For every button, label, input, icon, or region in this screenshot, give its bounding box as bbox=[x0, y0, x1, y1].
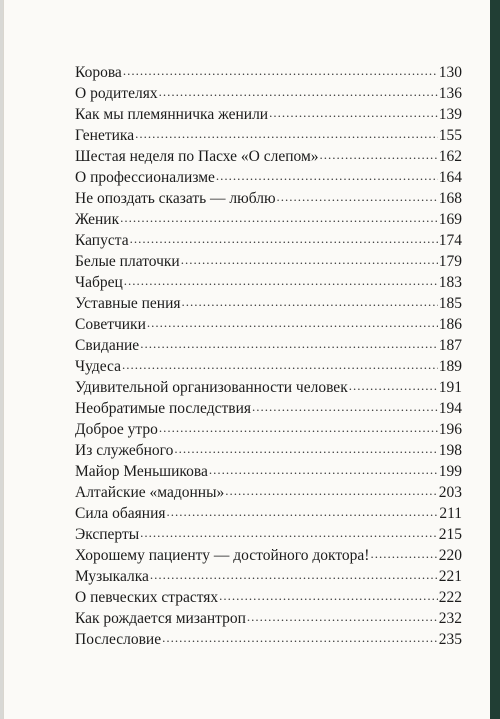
table-of-contents bbox=[75, 61, 462, 649]
toc-entry-page: 191 bbox=[438, 378, 462, 396]
toc-entry-title: Капуста bbox=[75, 231, 129, 249]
toc-entry-title: Доброе утро bbox=[75, 420, 158, 438]
dot-leader bbox=[140, 523, 438, 539]
toc-entry-title: Алтайские «мадонны» bbox=[75, 483, 225, 501]
toc-entry-page: 136 bbox=[438, 84, 462, 102]
toc-entry-title: Свидание bbox=[75, 336, 140, 354]
dot-leader bbox=[269, 103, 438, 119]
toc-entry-title: Послесловие bbox=[75, 630, 162, 648]
book-page bbox=[3, 0, 491, 719]
toc-entry-title: Музыкалка bbox=[75, 567, 149, 585]
toc-entry bbox=[75, 208, 462, 229]
dot-leader bbox=[349, 376, 438, 392]
dot-leader bbox=[252, 397, 438, 413]
toc-entry-page: 199 bbox=[438, 462, 462, 480]
dot-leader bbox=[159, 82, 438, 98]
toc-entry bbox=[75, 82, 462, 103]
toc-entry bbox=[75, 103, 462, 124]
dot-leader bbox=[123, 61, 438, 77]
dot-leader bbox=[167, 502, 439, 518]
dot-leader bbox=[120, 208, 438, 224]
toc-entry-title: О певческих страстях bbox=[75, 588, 219, 606]
dot-leader bbox=[277, 187, 438, 203]
toc-entry-title: Майор Меньшикова bbox=[75, 462, 208, 480]
toc-entry-title: Корова bbox=[75, 63, 122, 81]
toc-entry bbox=[75, 376, 462, 397]
toc-entry bbox=[75, 61, 462, 82]
toc-entry-page: 198 bbox=[438, 441, 462, 459]
toc-entry-title: Чабрец bbox=[75, 273, 123, 291]
dot-leader bbox=[219, 586, 438, 602]
dot-leader bbox=[181, 250, 438, 266]
toc-entry-page: 139 bbox=[438, 105, 462, 123]
toc-entry-page: 130 bbox=[438, 63, 462, 81]
dot-leader bbox=[182, 292, 438, 308]
toc-entry-title: Хорошему пациенту — достойного доктора! bbox=[75, 546, 370, 564]
dot-leader bbox=[174, 439, 437, 455]
dot-leader bbox=[135, 124, 438, 140]
toc-entry bbox=[75, 628, 462, 649]
toc-entry-page: 215 bbox=[438, 525, 462, 543]
dot-leader bbox=[370, 544, 437, 560]
toc-entry-page: 179 bbox=[438, 252, 462, 270]
toc-entry-page: 162 bbox=[438, 147, 462, 165]
toc-entry-title: Необратимые последствия bbox=[75, 399, 251, 417]
dot-leader bbox=[320, 145, 438, 161]
toc-entry-page: 187 bbox=[438, 336, 462, 354]
dot-leader bbox=[130, 229, 438, 245]
toc-entry-page: 155 bbox=[438, 126, 462, 144]
dot-leader bbox=[122, 355, 438, 371]
toc-entry-title: Генетика bbox=[75, 126, 135, 144]
toc-entry-page: 196 bbox=[438, 420, 462, 438]
toc-entry bbox=[75, 355, 462, 376]
dot-leader bbox=[159, 418, 438, 434]
toc-entry-page: 203 bbox=[438, 483, 462, 501]
toc-entry-page: 183 bbox=[438, 273, 462, 291]
toc-entry bbox=[75, 313, 462, 334]
toc-entry-title: Не опоздать сказать — люблю bbox=[75, 189, 276, 207]
toc-entry-page: 168 bbox=[438, 189, 462, 207]
toc-entry bbox=[75, 124, 462, 145]
toc-entry bbox=[75, 544, 462, 565]
toc-entry-page: 186 bbox=[438, 315, 462, 333]
toc-entry-title: Белые платочки bbox=[75, 252, 180, 270]
toc-entry bbox=[75, 439, 462, 460]
toc-entry-title: Из служебного bbox=[75, 441, 174, 459]
toc-entry-page: 235 bbox=[438, 630, 462, 648]
toc-entry-page: 189 bbox=[438, 357, 462, 375]
toc-entry-title: Как мы племянничка женили bbox=[75, 105, 269, 123]
toc-entry-title: О родителях bbox=[75, 84, 158, 102]
toc-entry-page: 185 bbox=[438, 294, 462, 312]
toc-entry bbox=[75, 523, 462, 544]
toc-entry-title: Сила обаяния bbox=[75, 504, 166, 522]
toc-entry bbox=[75, 607, 462, 628]
dot-leader bbox=[225, 481, 438, 497]
toc-entry bbox=[75, 271, 462, 292]
toc-entry bbox=[75, 586, 462, 607]
toc-entry-page: 222 bbox=[438, 588, 462, 606]
toc-entry bbox=[75, 166, 462, 187]
dot-leader bbox=[124, 271, 438, 287]
dot-leader bbox=[247, 607, 438, 623]
toc-entry bbox=[75, 187, 462, 208]
toc-entry-title: Эксперты bbox=[75, 525, 140, 543]
toc-entry bbox=[75, 397, 462, 418]
toc-entry-title: Чудеса bbox=[75, 357, 121, 375]
toc-entry-page: 194 bbox=[438, 399, 462, 417]
toc-entry-page: 174 bbox=[438, 231, 462, 249]
toc-entry bbox=[75, 250, 462, 271]
toc-entry-page: 211 bbox=[439, 504, 462, 522]
toc-entry-page: 164 bbox=[438, 168, 462, 186]
toc-entry-title: Женик bbox=[75, 210, 120, 228]
toc-entry-title: Уставные пения bbox=[75, 294, 181, 312]
toc-entry-title: Удивительной организованности человек bbox=[75, 378, 348, 396]
toc-entry bbox=[75, 481, 462, 502]
toc-entry-page: 232 bbox=[438, 609, 462, 627]
dot-leader bbox=[140, 334, 438, 350]
toc-entry-title: О профессионализме bbox=[75, 168, 215, 186]
toc-entry bbox=[75, 292, 462, 313]
dot-leader bbox=[162, 628, 438, 644]
toc-entry bbox=[75, 460, 462, 481]
toc-entry bbox=[75, 229, 462, 250]
dot-leader bbox=[147, 313, 438, 329]
toc-entry bbox=[75, 502, 462, 523]
toc-entry-title: Шестая неделя по Пасхе «О слепом» bbox=[75, 147, 319, 165]
toc-entry-page: 221 bbox=[438, 567, 462, 585]
toc-entry bbox=[75, 418, 462, 439]
dot-leader bbox=[150, 565, 438, 581]
toc-entry bbox=[75, 334, 462, 355]
dot-leader bbox=[216, 166, 438, 182]
toc-entry-title: Советчики bbox=[75, 315, 146, 333]
book-cover-edge bbox=[490, 0, 500, 719]
toc-entry-title: Как рождается мизантроп bbox=[75, 609, 246, 627]
toc-entry bbox=[75, 145, 462, 166]
toc-entry-page: 169 bbox=[438, 210, 462, 228]
toc-entry bbox=[75, 565, 462, 586]
toc-entry-page: 220 bbox=[438, 546, 462, 564]
dot-leader bbox=[209, 460, 438, 476]
